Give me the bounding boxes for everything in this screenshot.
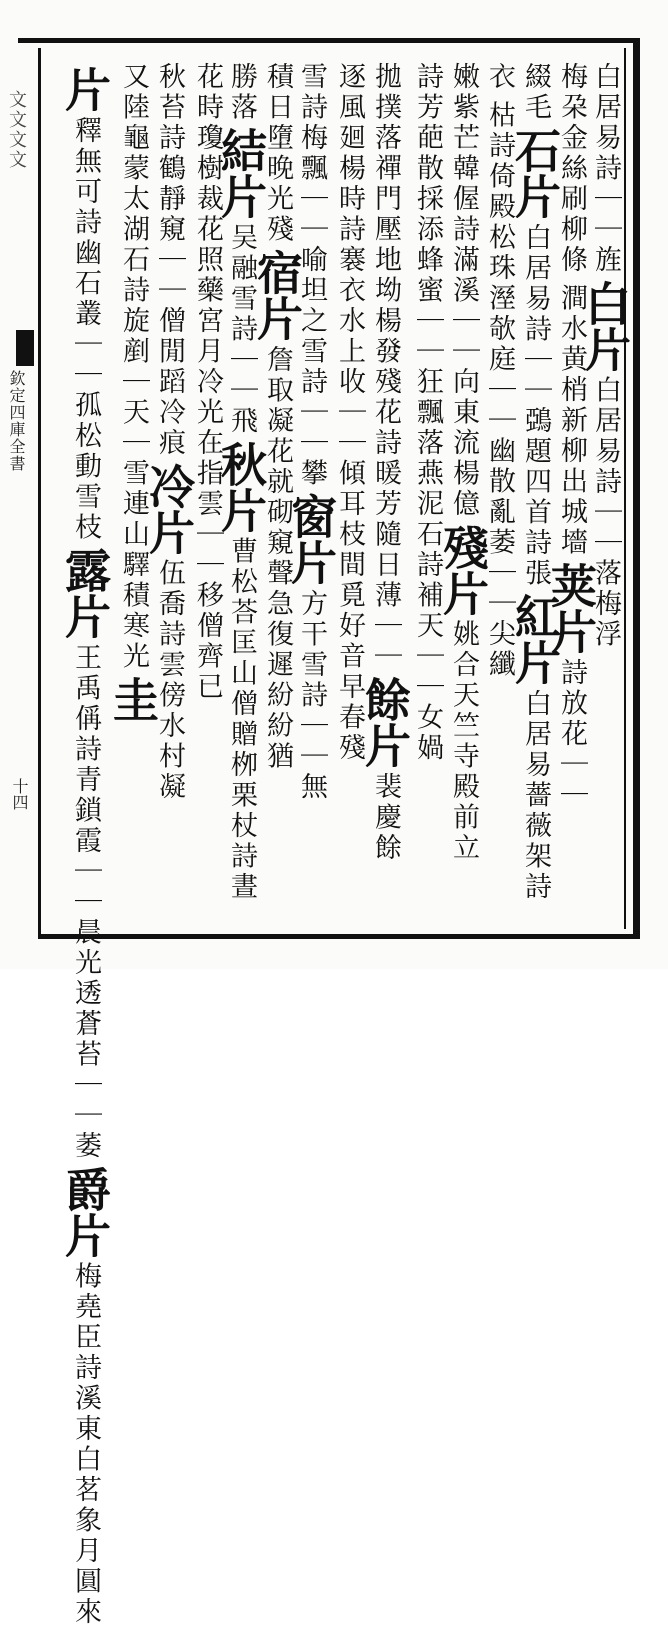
column-text: 伍喬詩雲傍水村凝 <box>154 558 185 803</box>
column-text: 枯詩倚殿松珠溼欹庭｜｜幽 <box>484 100 515 467</box>
text-column-7 <box>358 62 412 922</box>
column-text: 喻坦之雪詩｜｜攀 <box>296 245 327 489</box>
column-text: 石詩補天｜｜女媧 <box>412 519 443 764</box>
text-column-11 <box>214 62 268 922</box>
column-text: 方干雪詩｜｜無 <box>296 589 327 803</box>
entry-heading: 白片 <box>578 279 632 372</box>
frame-right-inner-line <box>624 48 626 929</box>
frame-left-border <box>38 48 41 939</box>
text-column-14 <box>106 62 160 922</box>
column-text: 澗水黄梢新柳出城墻 <box>556 283 587 558</box>
text-column-15 <box>58 62 112 1628</box>
entry-heading: 爵片 <box>58 1165 112 1258</box>
frame-bottom-border <box>38 934 640 939</box>
column-text: 早春殘 <box>334 672 365 764</box>
column-text: 秋苔詩鶴靜窺｜｜僧閒蹈冷痕 <box>154 62 185 459</box>
text-column-6 <box>412 62 442 922</box>
column-text: 聲急復遲紛紛猶 <box>262 558 293 772</box>
column-text: 白居易詩｜｜落梅浮 <box>590 375 621 650</box>
column-text: 曹松荅匡山僧贈栁栗杖詩晝 <box>226 536 257 903</box>
entry-heading: 結片 <box>214 127 268 219</box>
column-text: 姚合天竺寺殿前立 <box>448 619 479 864</box>
column-text: 花時 <box>192 62 223 123</box>
text-column-9 <box>284 62 338 922</box>
column-text: 雪連山驛積寒光 <box>118 458 149 672</box>
column-text: 拋撲落禪門壓地坳楊發殘花詩暖芳隨日薄｜｜ <box>370 62 401 672</box>
column-text: 散亂萎｜｜尖纖 <box>484 466 515 680</box>
gutter-fishtail-mark <box>16 330 34 366</box>
entry-heading: 露片 <box>58 547 112 639</box>
column-text: 梅朶金絲刷柳條 <box>556 62 587 276</box>
column-text: 吴融雪詩｜｜飛 <box>226 223 257 437</box>
text-column-1 <box>578 62 632 922</box>
column-text: 釋無可詩幽石叢｜｜孤松動雪枝 <box>70 116 101 543</box>
column-text: 雪詩梅飄｜｜ <box>296 62 327 245</box>
column-text: 月冷光在指雲｜｜移僧齊已 <box>192 336 223 703</box>
column-text: 詩放花｜｜ <box>556 658 587 811</box>
text-column-4 <box>484 62 514 922</box>
entry-heading: 荚片 <box>544 562 598 654</box>
gutter-margin-chars: 文文文文 <box>6 90 27 170</box>
column-text: 梅堯臣詩溪東白茗象月圓來 <box>70 1261 101 1628</box>
text-column-12 <box>192 62 222 922</box>
column-text: 綴毛 <box>520 62 551 123</box>
entry-heading: 殘片 <box>436 523 490 616</box>
frame-right-border <box>633 38 640 939</box>
entry-heading: 秋片 <box>214 440 268 533</box>
gutter-book-title: 欽定四庫全書 <box>7 370 26 472</box>
column-text: 詹取凝花就砌窺 <box>262 345 293 559</box>
column-text: 嫩紫芒韓偓詩滿溪｜｜向東流楊億 <box>448 62 479 520</box>
text-column-5 <box>436 62 490 922</box>
column-text: 又陸龜蒙太湖石詩旋剷｜天｜ <box>118 62 149 459</box>
entry-heading: 石片 <box>508 127 562 219</box>
column-text: 白居易詩｜｜旌 <box>590 62 621 276</box>
page-gutter <box>0 40 36 935</box>
entry-heading: 圭 <box>106 676 160 722</box>
text-column-13 <box>142 62 196 922</box>
entry-heading: 紅片 <box>508 593 562 685</box>
text-column-3 <box>508 62 562 922</box>
gutter-folio-number: 十四 <box>10 778 29 810</box>
column-text: 白居易薔薇架詩 <box>520 689 551 903</box>
column-text: 瓊樹裁花照藥宮 <box>192 123 223 337</box>
entry-heading: 片 <box>58 66 112 112</box>
column-text: 逐風廻楊時詩褰衣水上收｜｜傾耳枝間覓好音 <box>334 62 365 672</box>
column-text: 白居易詩｜｜鵶題四首詩張 <box>520 223 551 589</box>
text-column-8 <box>334 62 364 922</box>
entry-heading: 餘片 <box>358 676 412 768</box>
column-text: 衣 <box>484 62 515 93</box>
column-text: 王禹偁詩青鎖霞｜｜晨光透蒼苔｜｜萎 <box>70 643 101 1162</box>
column-text: 裴慶餘 <box>370 772 401 864</box>
frame-top-border <box>18 38 640 43</box>
column-text: 積日墮晚光殘 <box>262 62 293 245</box>
column-text: 勝落 <box>226 62 257 123</box>
entry-heading: 窗片 <box>284 493 338 585</box>
entry-heading: 宿片 <box>250 249 304 341</box>
column-text: 詩芳葩散採添蜂蜜｜｜狂飄落燕泥 <box>412 62 443 520</box>
entry-heading: 冷片 <box>142 462 196 555</box>
